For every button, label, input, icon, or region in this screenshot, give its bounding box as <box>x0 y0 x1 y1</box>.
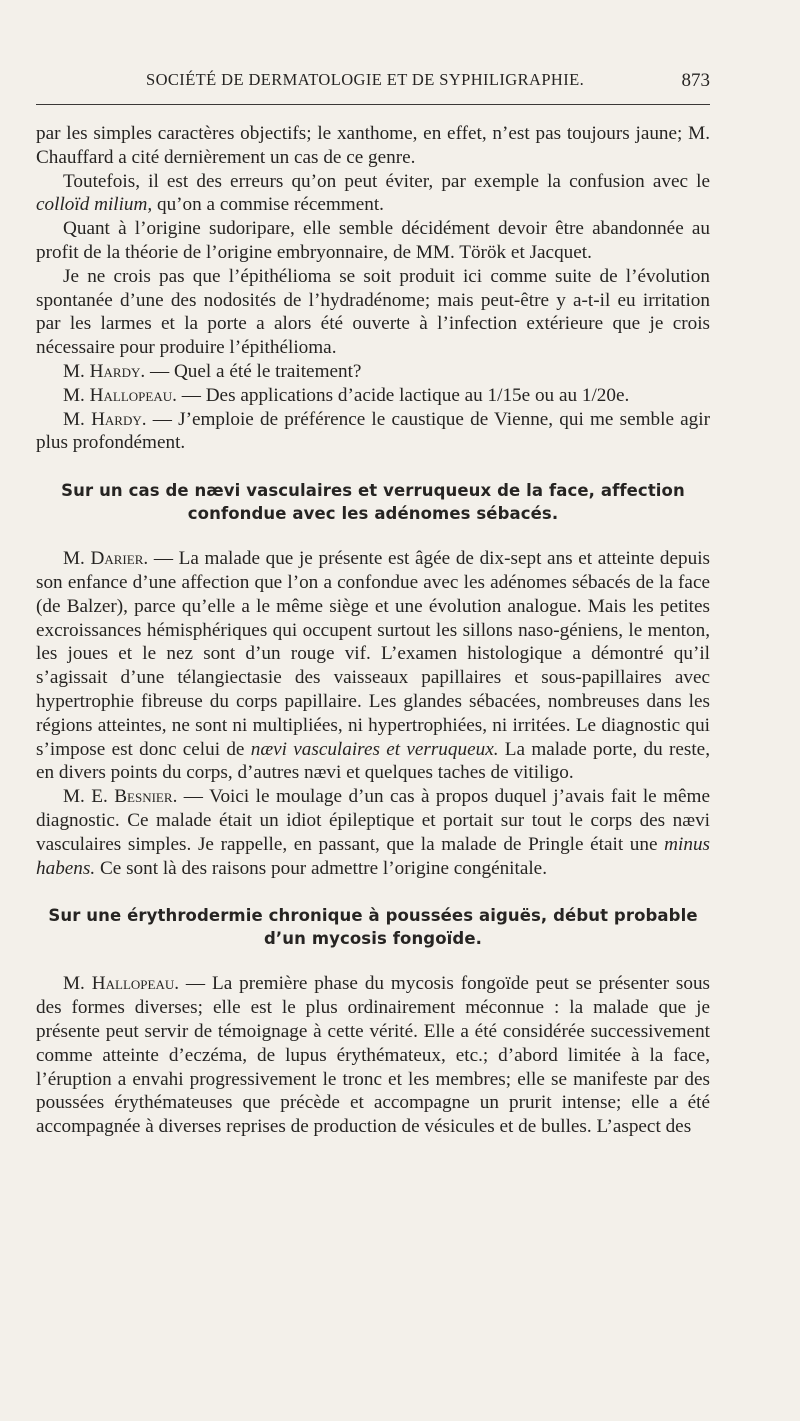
paragraph <box>36 547 710 785</box>
running-title: SOCIÉTÉ DE DERMATOLOGIE ET DE SYPHILIGRAPHIE. <box>146 70 585 89</box>
speaker-prefix: M. <box>63 973 92 995</box>
page-number: 873 <box>681 70 710 91</box>
speaker-prefix: M. <box>63 360 90 382</box>
speaker-prefix: M. <box>63 384 90 406</box>
paragraph-continuation: par les simples caractères objectifs; le xanthome, en effet, n’est pas toujours jaune; M. Chauffard a cité dernièrement un cas de ce genre. <box>36 123 710 168</box>
paragraph: Je ne crois pas que l’épithélioma se soit produit ici comme suite de l’évolution spontanée d’une des nodosités de l’hydradénome; mais peut-être y a-t-il eu irritation par les larmes et la porte a alors été ouverte à l’infection extérieure que je crois nécessaire pour produire l’épithélioma. <box>36 265 710 359</box>
speaker-name: Hardy <box>91 408 142 430</box>
speaker-name: Hardy <box>89 360 141 382</box>
text-run: La malade porte, du reste, en divers points du corps, d’autres nævi et quelques taches de vitiligo. <box>36 738 710 784</box>
dialogue-line <box>36 360 710 384</box>
paragraph <box>36 785 710 880</box>
paragraph: Quant à l’origine sudoripare, elle semble décidément devoir être abandonnée au profit de la théorie de l’origine embryonnaire, de MM. Török et Jacquet. <box>36 218 710 263</box>
section-heading: Sur un cas de nævi vasculaires et verruqueux de la face, affection confondue avec les adénomes sébacés. <box>61 481 685 524</box>
speaker-name: Darier <box>90 548 144 570</box>
speaker-prefix: M. <box>63 408 92 430</box>
text-run: . — Voici le moulage d’un cas à propos duquel j’avais fait le même diagnostic. Ce malade était un idiot épileptique et portait sur tout le corps des nævi vasculaires simples. Je rappelle, en passant, que la malade de Pringle était une <box>36 786 710 855</box>
speaker-prefix: M. E. <box>63 786 115 808</box>
dialogue-text: . — Des applications d’acide lactique au 1/15e ou au 1/20e. <box>172 384 630 406</box>
text-run: qu’on a commise récemment. <box>152 194 384 216</box>
text-run: . — La malade que je présente est âgée de dix-sept ans et atteinte depuis son enfance d’une affection que l’on a confondue avec les adénomes sébacés de la face (de Balzer), parce qu’elle a le même siège et une évolution analogue. Mais les petites excroissances hémisphériques qui occupent surtout les sillons naso-géniens, le menton, les joues et le nez sont d’un rouge vif. L’examen histologique a démontré qu’il s’agissait d’une télangiectasie des vaisseaux papillaires et sous-papillaires avec hypertrophie fibreuse du corps papillaire. Les glandes sébacées, nombreuses dans les régions atteintes, ne sont ni multipliées, ni hypertrophiées, ni irritées. Le diagnostic qui s’impose est donc celui de <box>36 548 710 760</box>
body-text <box>36 122 710 1139</box>
dialogue-line <box>36 408 710 456</box>
italic-term: nævi vasculaires et verruqueux. <box>250 738 499 760</box>
italic-term: colloïd milium, <box>36 194 153 216</box>
dialogue-line <box>36 384 710 408</box>
running-header <box>38 70 710 100</box>
paragraph <box>36 170 710 218</box>
header-rule <box>36 104 710 105</box>
speaker-name: Besnier <box>114 786 173 808</box>
text-run: . — La première phase du mycosis fongoïde peut se présenter sous des formes diverses; elle est le plus ordinairement méconnue : la malade que je présente peut servir de témoignage à cette vérité. Elle a été considérée successivement comme atteinte d’eczéma, de lupus érythémateux, etc.; d’abord limitée à la face, l’éruption a envahi progressivement le tronc et les membres; elle se manifeste par des poussées érythémateuses que précède et accompagne un prurit intense; elle a été accompagnée à diverses reprises de production de vésicules et de bulles. L’aspect des <box>36 973 710 1138</box>
dialogue-text: . — J’emploie de préférence le caustique de Vienne, qui me semble agir plus profondément. <box>36 408 710 454</box>
speaker-name: Hallopeau <box>89 384 173 406</box>
text-run: Toutefois, il est des erreurs qu’on peut éviter, par exemple la confusion avec le <box>63 170 710 192</box>
speaker-name: Hallopeau <box>91 973 175 995</box>
section-heading: Sur une érythrodermie chronique à poussées aiguës, début probable d’un mycosis fongoïde. <box>48 906 698 949</box>
paragraph <box>36 972 710 1139</box>
dialogue-text: . — Quel a été le traitement? <box>140 360 362 382</box>
text-run: Ce sont là des raisons pour admettre l’origine congénitale. <box>95 857 547 879</box>
speaker-prefix: M. <box>63 548 91 570</box>
italic-term: minus habens. <box>36 833 710 879</box>
